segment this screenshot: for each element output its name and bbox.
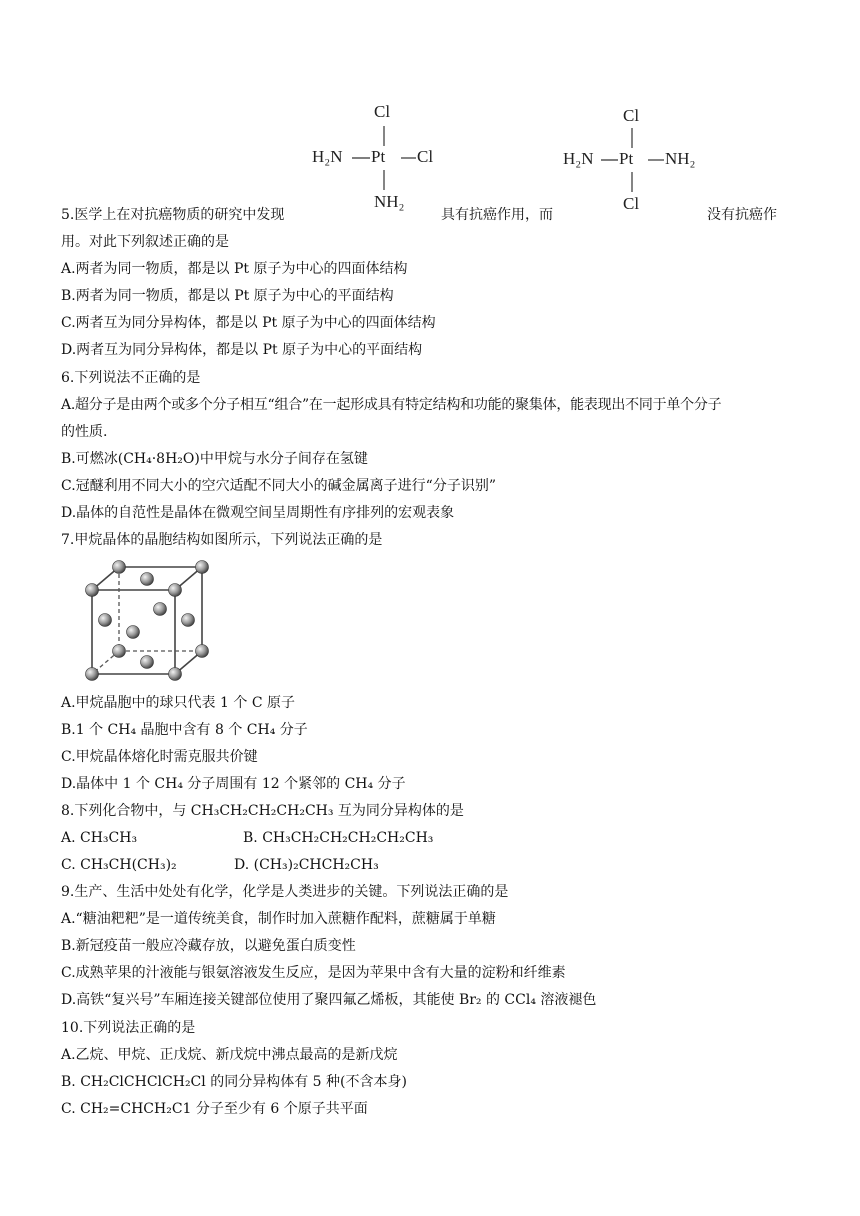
q5-stem-part-3: 没有抗癌作 [707,207,777,223]
structure-2-bottom: Cl [623,194,640,213]
q5-option-c: C.两者互为同分异构体，都是以 Pt 原子为中心的四面体结构 [61,315,436,331]
q7-option-c: C.甲烷晶体熔化时需克服共价键 [61,749,258,765]
q7-stem: 7.甲烷晶体的晶胞结构如图所示，下列说法正确的是 [61,532,383,548]
q6-option-c: C.冠醚利用不同大小的空穴适配不同大小的碱金属离子进行“分子识别” [61,478,496,494]
q5-stem-part-1: 5.医学上在对抗癌物质的研究中发现 [61,207,285,223]
q5-option-d: D.两者互为同分异构体，都是以 Pt 原子为中心的平面结构 [61,342,423,358]
q5-option-b: B.两者为同一物质，都是以 Pt 原子为中心的平面结构 [61,288,394,304]
q8-option-d: D. (CH₃)₂CHCH₂CH₃ [234,857,379,873]
q9-option-a: A.“糖油粑粑”是一道传统美食，制作时加入蔗糖作配料，蔗糖属于单糖 [61,911,496,927]
q8-stem: 8.下列化合物中，与 CH₃CH₂CH₂CH₂CH₃ 互为同分异构体的是 [61,803,464,819]
structure-1-left: H₂N [312,147,343,166]
q7-option-a: A.甲烷晶胞中的球只代表 1 个 C 原子 [61,695,295,711]
structure-1-top: Cl [374,102,391,121]
q6-option-a-line1: A.超分子是由两个或多个分子相互“组合”在一起形成具有特定结构和功能的聚集体，能表现出不同于单个分子 [61,397,722,413]
q7-option-b: B.1 个 CH₄ 晶胞中含有 8 个 CH₄ 分子 [61,722,308,738]
q5-stem-part-2: 具有抗癌作用，而 [441,207,553,223]
q9-stem: 9.生产、生活中处处有化学，化学是人类进步的关键。下列说法正确的是 [61,884,509,900]
q7-option-d: D.晶体中 1 个 CH₄ 分子周围有 12 个紧邻的 CH₄ 分子 [61,776,406,792]
q6-option-a-line2: 的性质. [61,424,108,440]
q5-stem-continued: 用。对此下列叙述正确的是 [61,234,229,250]
q9-option-b: B.新冠疫苗一般应冷藏存放，以避免蛋白质变性 [61,938,356,954]
q8-option-b: B. CH₃CH₂CH₂CH₂CH₂CH₃ [243,830,434,846]
structure-1-center: Pt [371,147,386,166]
trans-platin-structure [561,104,711,224]
structure-2-top: Cl [623,106,640,125]
q6-stem: 6.下列说法不正确的是 [61,370,201,386]
q10-option-c: C. CH₂=CHCH₂C1 分子至少有 6 个原子共平面 [61,1101,368,1117]
q5-option-a: A.两者为同一物质，都是以 Pt 原子为中心的四面体结构 [61,261,408,277]
structure-2-center: Pt [619,149,634,168]
structure-2-right: NH₂ [665,149,696,168]
q8-option-c: C. CH₃CH(CH₃)₂ [61,857,177,873]
q9-option-c: C.成熟苹果的汁液能与银氨溶液发生反应，是因为苹果中含有大量的淀粉和纤维素 [61,965,566,981]
structure-1-right: Cl [417,147,434,166]
q9-option-d: D.高铁“复兴号”车厢连接关键部位使用了聚四氟乙烯板，其能使 Br₂ 的 CCl₄ 溶液褪色 [61,992,597,1008]
q8-option-a: A. CH₃CH₃ [61,830,138,846]
q10-stem: 10.下列说法正确的是 [61,1020,196,1036]
cis-platin-structure [308,100,448,220]
q6-option-d: D.晶体的自范性是晶体在微观空间呈周期性有序排列的宏观表象 [61,505,455,521]
structure-1-bottom: NH₂ [374,192,405,211]
q10-option-b: B. CH₂ClCHClCH₂Cl 的同分异构体有 5 种(不含本身) [61,1074,407,1090]
q6-option-b: B.可燃冰(CH₄·8H₂O)中甲烷与水分子间存在氢键 [61,451,368,467]
methane-unit-cell-figure [80,557,220,687]
structure-2-left: H₂N [563,149,594,168]
q10-option-a: A.乙烷、甲烷、正戊烷、新戊烷中沸点最高的是新戊烷 [61,1047,398,1063]
